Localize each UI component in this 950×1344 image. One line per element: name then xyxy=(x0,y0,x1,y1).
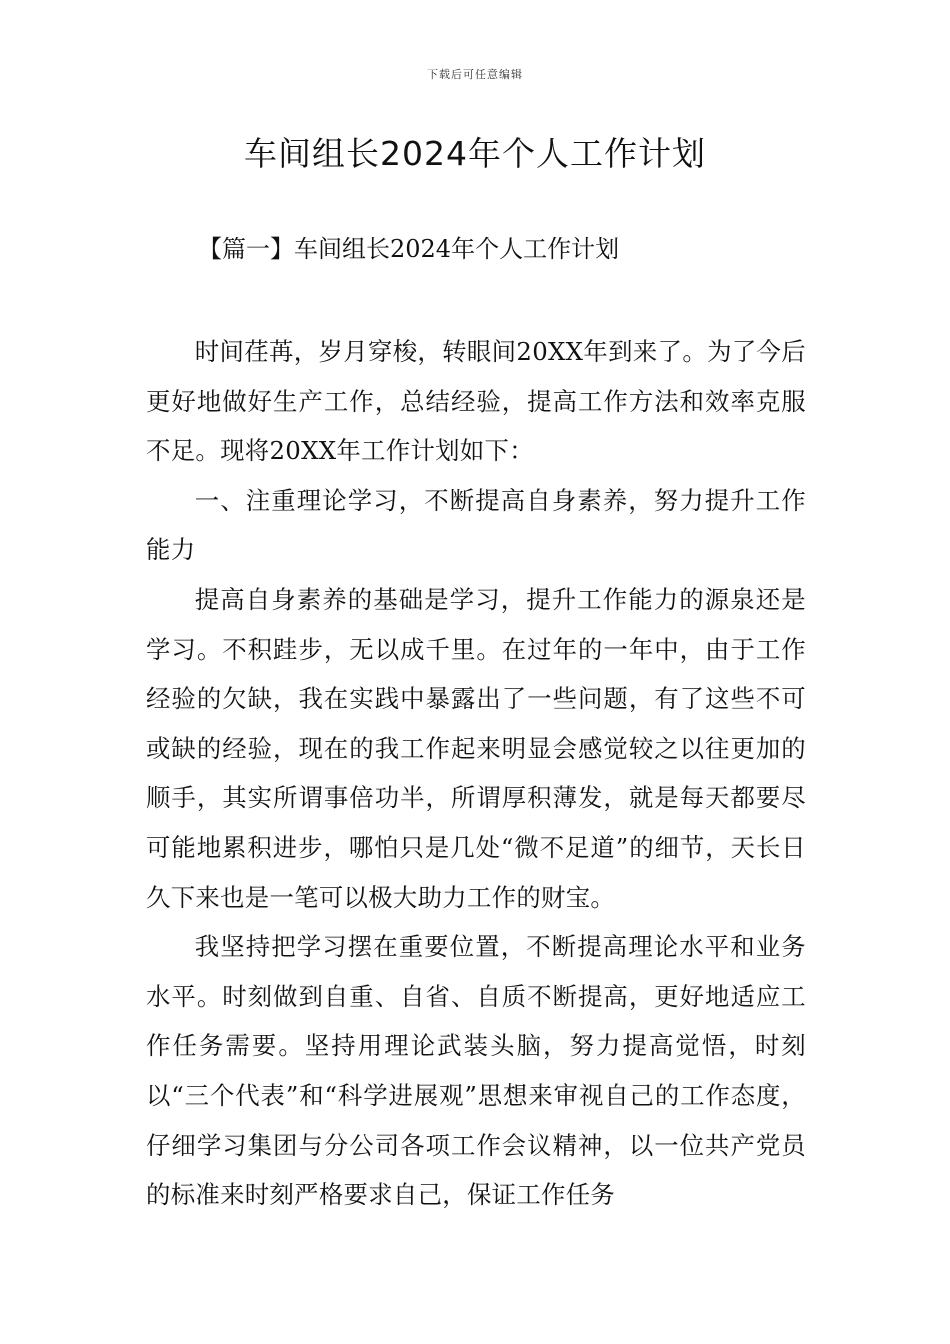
page-header: 下载后可任意编辑 xyxy=(427,68,523,81)
document-body xyxy=(146,327,806,1220)
section-title: 【篇一】车间组长2024年个人工作计划 xyxy=(198,235,620,263)
paragraph: 时间荏苒，岁月穿梭，转眼间20XX年到来了。为了今后更好地做好生产工作，总结经验，提高工作方法和效率克服不足。现将20XX年工作计划如下： xyxy=(146,337,806,466)
paragraph-heading: 一、注重理论学习，不断提高自身素养，努力提升工作能力 xyxy=(146,485,806,565)
document-title: 车间组长2024年个人工作计划 xyxy=(244,134,706,173)
paragraph: 我坚持把学习摆在重要位置，不断提高理论水平和业务水平。时刻做到自重、自省、自质不断提高，更好地适应工作任务需要。坚持用理论武装头脑，努力提高觉悟，时刻以“三个代表”和“科学进展观”思想来审视自己的工作态度，仔细学习集团与分公司各项工作会议精神，以一位共产党员的标准来时刻严格要求自己，保证工作任务 xyxy=(146,932,806,1210)
paragraph: 提高自身素养的基础是学习，提升工作能力的源泉还是学习。不积跬步，无以成千里。在过年的一年中，由于工作经验的欠缺，我在实践中暴露出了一些问题，有了这些不可或缺的经验，现在的我工作起来明显会感觉较之以往更加的顺手，其实所谓事倍功半，所谓厚积薄发，就是每天都要尽可能地累积进步，哪怕只是几处“微不足道”的细节，天长日久下来也是一笔可以极大助力工作的财宝。 xyxy=(146,584,806,912)
